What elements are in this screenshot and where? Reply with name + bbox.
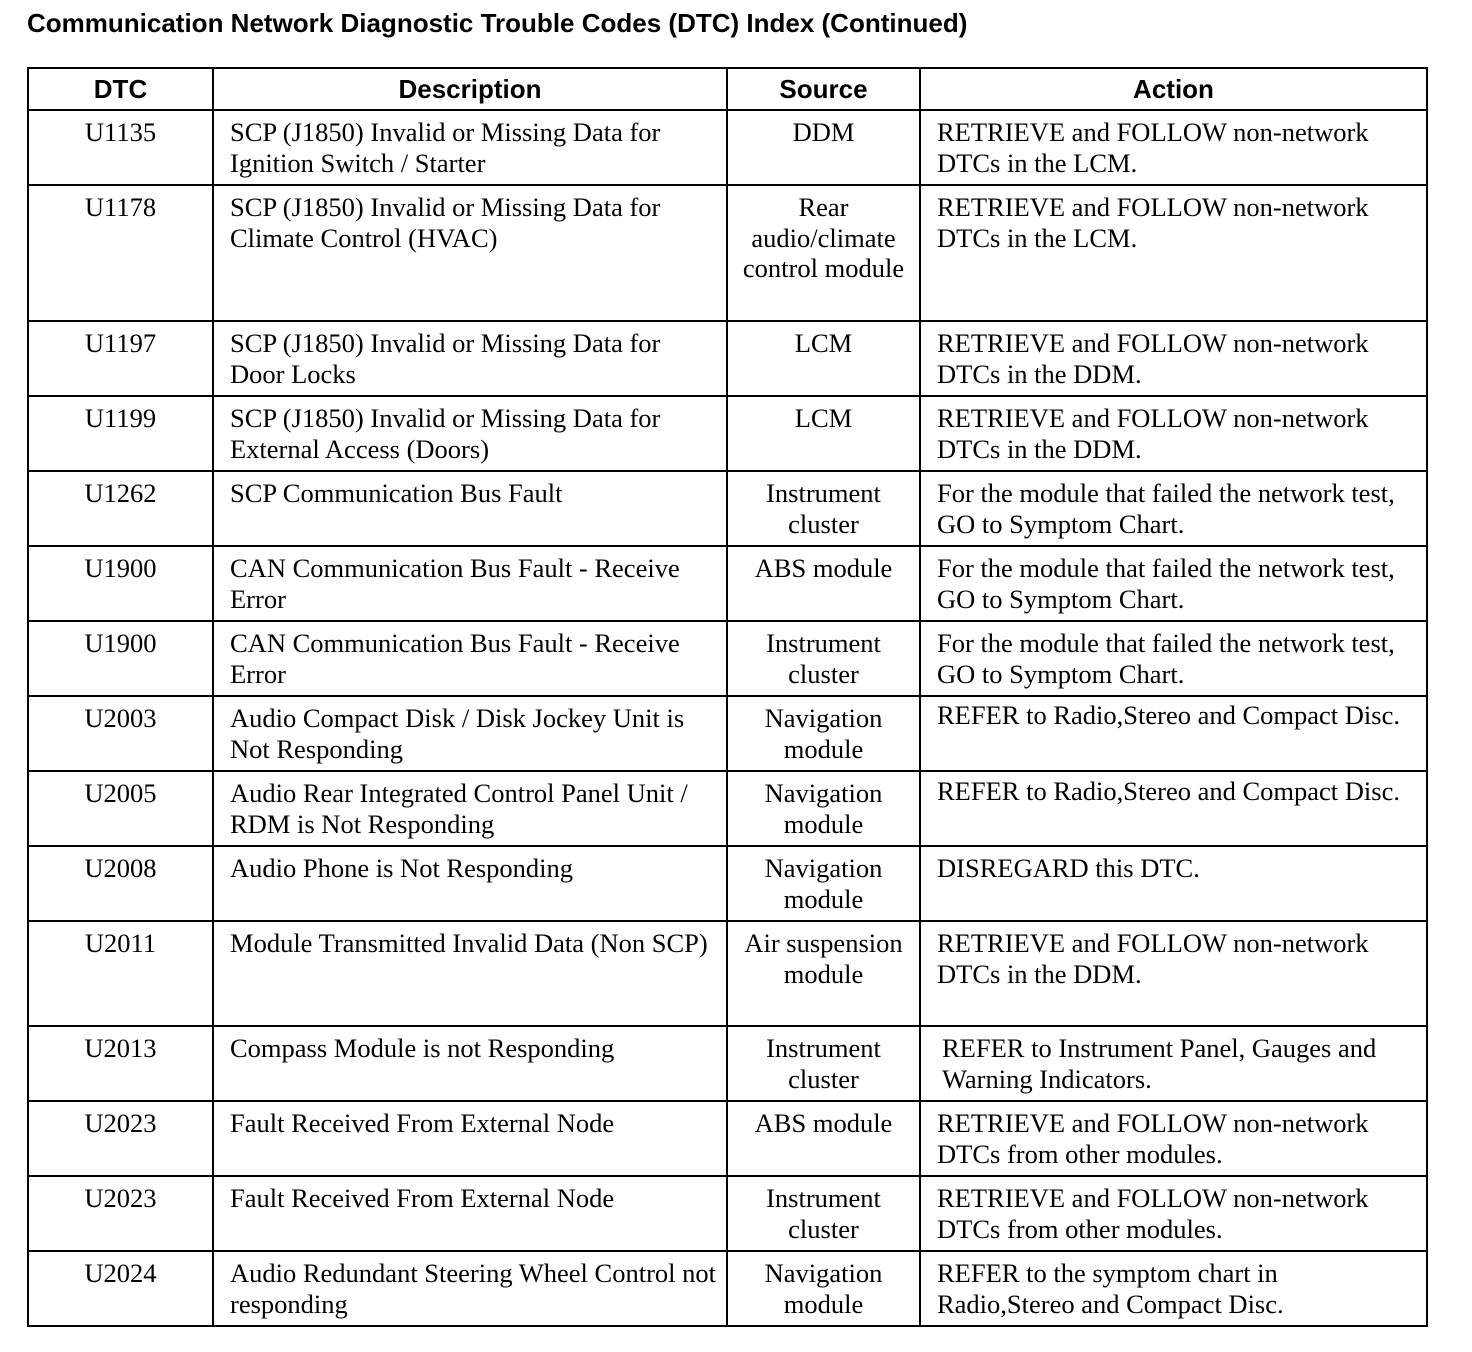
cell-dtc: U2003 [28,696,213,771]
table-row [28,771,1427,846]
cell-description: SCP (J1850) Invalid or Missing Data for Ignition Switch / Starter [213,110,727,185]
table-row [28,696,1427,771]
table-row [28,1026,1427,1101]
page-title: Communication Network Diagnostic Trouble Codes (DTC) Index (Continued) [27,8,968,38]
cell-dtc: U2008 [28,846,213,921]
cell-dtc: U1178 [28,185,213,321]
cell-description: Module Transmitted Invalid Data (Non SCP) [213,921,727,1026]
cell-dtc: U2013 [28,1026,213,1101]
cell-description: Audio Compact Disk / Disk Jockey Unit is Not Responding [213,696,727,771]
cell-action: RETRIEVE and FOLLOW non-network DTCs in the DDM. [920,921,1427,1026]
cell-source: Instrument cluster [727,1176,920,1251]
table-row [28,110,1427,185]
cell-action: RETRIEVE and FOLLOW non-network DTCs in the DDM. [920,321,1427,396]
cell-source: Navigation module [727,846,920,921]
cell-source: Navigation module [727,696,920,771]
cell-source: ABS module [727,546,920,621]
cell-dtc: U2023 [28,1101,213,1176]
cell-action: REFER to Radio,Stereo and Compact Disc. [920,696,1427,771]
header-source: Source [727,68,920,110]
cell-dtc: U2005 [28,771,213,846]
cell-description: CAN Communication Bus Fault - Receive Error [213,546,727,621]
cell-dtc: U1135 [28,110,213,185]
cell-description: SCP (J1850) Invalid or Missing Data for Door Locks [213,321,727,396]
cell-description: SCP (J1850) Invalid or Missing Data for External Access (Doors) [213,396,727,471]
cell-source: LCM [727,396,920,471]
cell-source: Air suspension module [727,921,920,1026]
cell-source: DDM [727,110,920,185]
table-row [28,185,1427,321]
cell-action: REFER to Instrument Panel, Gauges and Warning Indicators. [920,1026,1427,1101]
cell-action: RETRIEVE and FOLLOW non-network DTCs in the LCM. [920,185,1427,321]
table-row [28,846,1427,921]
cell-dtc: U2024 [28,1251,213,1326]
cell-action: REFER to the symptom chart in Radio,Stereo and Compact Disc. [920,1251,1427,1326]
cell-dtc: U1262 [28,471,213,546]
cell-source: Rear audio/climate control module [727,185,920,321]
table-row [28,471,1427,546]
cell-source: Navigation module [727,771,920,846]
cell-action: REFER to Radio,Stereo and Compact Disc. [920,771,1427,846]
cell-dtc: U2011 [28,921,213,1026]
cell-description: Audio Phone is Not Responding [213,846,727,921]
table-header-row [28,68,1427,110]
cell-source: Navigation module [727,1251,920,1326]
table-row [28,1176,1427,1251]
cell-action: DISREGARD this DTC. [920,846,1427,921]
cell-description: SCP (J1850) Invalid or Missing Data for Climate Control (HVAC) [213,185,727,321]
cell-action: RETRIEVE and FOLLOW non-network DTCs in the DDM. [920,396,1427,471]
dtc-index-table [27,67,1428,1327]
header-action: Action [920,68,1427,110]
cell-source: ABS module [727,1101,920,1176]
cell-dtc: U1197 [28,321,213,396]
table-row [28,396,1427,471]
cell-action: For the module that failed the network test, GO to Symptom Chart. [920,621,1427,696]
cell-action: RETRIEVE and FOLLOW non-network DTCs from other modules. [920,1101,1427,1176]
cell-action: RETRIEVE and FOLLOW non-network DTCs from other modules. [920,1176,1427,1251]
cell-description: SCP Communication Bus Fault [213,471,727,546]
table-row [28,921,1427,1026]
cell-source: Instrument cluster [727,471,920,546]
table-row [28,1101,1427,1176]
cell-action: For the module that failed the network test, GO to Symptom Chart. [920,546,1427,621]
cell-description: CAN Communication Bus Fault - Receive Error [213,621,727,696]
cell-dtc: U2023 [28,1176,213,1251]
cell-action: RETRIEVE and FOLLOW non-network DTCs in the LCM. [920,110,1427,185]
table-row [28,1251,1427,1326]
cell-description: Fault Received From External Node [213,1176,727,1251]
cell-dtc: U1900 [28,546,213,621]
cell-action: For the module that failed the network test, GO to Symptom Chart. [920,471,1427,546]
cell-description: Compass Module is not Responding [213,1026,727,1101]
cell-description: Fault Received From External Node [213,1101,727,1176]
cell-dtc: U1199 [28,396,213,471]
cell-source: Instrument cluster [727,621,920,696]
table-row [28,321,1427,396]
header-description: Description [213,68,727,110]
cell-source: Instrument cluster [727,1026,920,1101]
cell-dtc: U1900 [28,621,213,696]
cell-description: Audio Redundant Steering Wheel Control not responding [213,1251,727,1326]
cell-source: LCM [727,321,920,396]
table-row [28,546,1427,621]
cell-description: Audio Rear Integrated Control Panel Unit / RDM is Not Responding [213,771,727,846]
header-dtc: DTC [28,68,213,110]
table-row [28,621,1427,696]
